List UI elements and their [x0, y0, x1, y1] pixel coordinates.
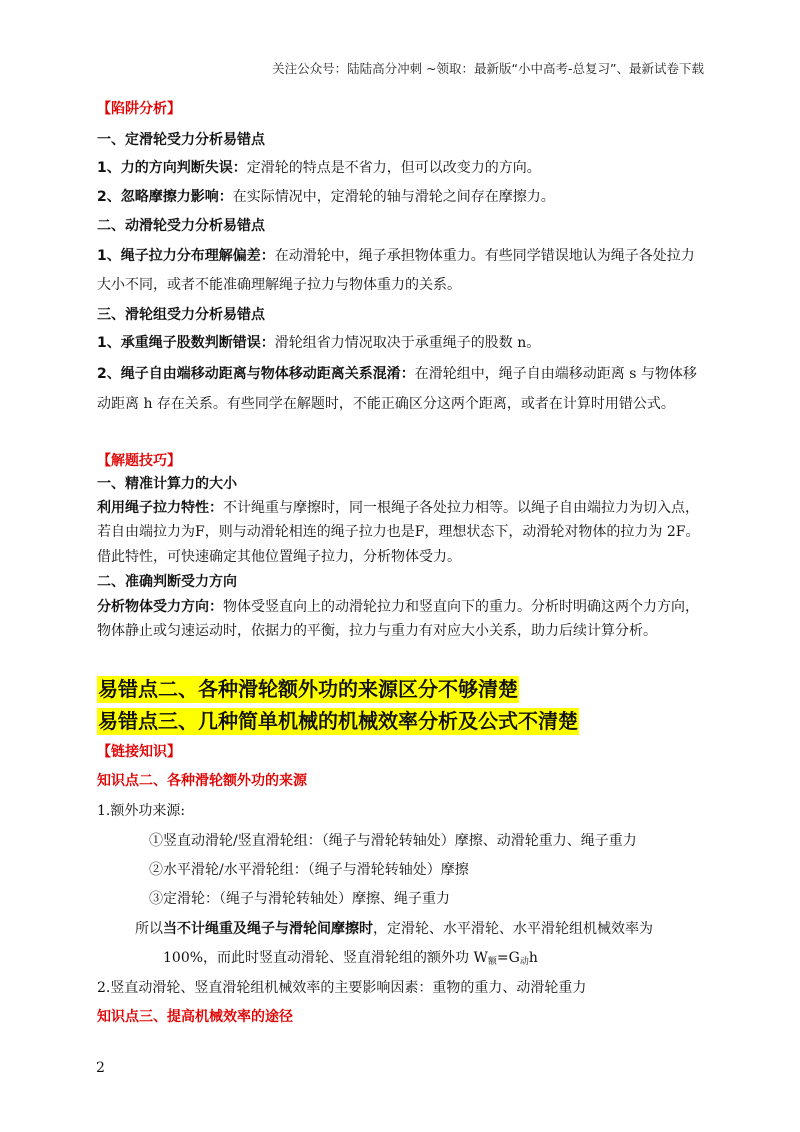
- extra-work-case-1: ①竖直动滑轮/竖直滑轮组：（绳子与滑轮转轴处）摩擦、动滑轮重力、绳子重力: [149, 833, 637, 849]
- trap-analysis-tag: 【陷阱分析】: [97, 101, 181, 117]
- trap-section-2-title: 二、动滑轮受力分析易错点: [97, 218, 265, 234]
- trap-s3-item-1: [97, 332, 540, 352]
- conclusion-line: [135, 918, 653, 938]
- tips-t1-label: 利用绳子拉力特性：: [97, 500, 223, 516]
- trap-s1-item-2: [97, 186, 555, 206]
- conclusion-suffix: ，定滑轮、水平滑轮、水平滑轮组机械效率为: [373, 921, 653, 937]
- trap-s3-item-2-text: 在滑轮组中，绳子自由端移动距离 s 与物体移: [414, 366, 697, 382]
- efficiency-factors: 2.竖直动滑轮、竖直滑轮组机械效率的主要影响因素：重物的重力、动滑轮重力: [97, 980, 587, 996]
- conclusion-condition: 当不计绳重及绳子与滑轮间摩擦时: [163, 921, 373, 937]
- trap-s1-item-1-text: 定滑轮的特点是不省力，但可以改变力的方向。: [246, 160, 541, 176]
- link-knowledge-tag: 【链接知识】: [97, 744, 181, 760]
- moving-subscript: 动: [519, 957, 529, 967]
- tips-t2-line-2: 物体静止或匀速运动时，依据力的平衡，拉力与重力有对应大小关系，助力后续计算分析。: [97, 623, 657, 639]
- trap-s2-item-1-cont: 大小不同，或者不能准确理解绳子拉力与物体重力的关系。: [97, 277, 461, 293]
- tips-t1-line-3: 借此特性，可快速确定其他位置绳子拉力，分析物体受力。: [97, 549, 461, 565]
- tips-t2-text: 物体受竖直向上的动滑轮拉力和竖直向下的重力。分析时明确这两个力方向，: [223, 599, 699, 615]
- trap-s1-item-2-label: 2、忽略摩擦力影响：: [97, 189, 233, 205]
- extra-work-case-2: ②水平滑轮/水平滑轮组：（绳子与滑轮转轴处）摩擦: [149, 862, 469, 878]
- trap-s1-item-1-label: 1、力的方向判断失误：: [97, 160, 247, 176]
- trap-s1-item-1: [97, 157, 541, 177]
- trap-s3-item-1-label: 1、承重绳子股数判断错误：: [97, 335, 275, 351]
- knowledge-point-3-title: 知识点三、提高机械效率的途径: [97, 1009, 293, 1025]
- tips-section-2-title: 二、准确判断受力方向: [97, 574, 237, 590]
- tips-t1-line-1: [97, 497, 699, 517]
- trap-section-3-title: 三、滑轮组受力分析易错点: [97, 307, 265, 323]
- error-point-3-heading: 易错点三、几种简单机械的机械效率分析及公式不清楚: [98, 709, 578, 733]
- trap-s2-item-1-label: 1、绳子拉力分布理解偏差：: [97, 248, 275, 264]
- trap-s2-item-1-text: 在动滑轮中，绳子承担物体重力。有些同学错误地认为绳子各处拉力: [274, 248, 695, 264]
- knowledge-point-2-title: 知识点二、各种滑轮额外功的来源: [97, 773, 307, 789]
- tips-t1-line-2: 若自由端拉力为F，则与动滑轮相连的绳子拉力也是F，理想状态下，动滑轮对物体的拉力为 2F。: [97, 524, 700, 540]
- trap-s2-item-1: [97, 245, 695, 265]
- page-header: 关注公众号：陆陆高分冲刺 ~领取：最新版“小中高考-总复习”、最新试卷下载: [272, 61, 704, 76]
- trap-s3-item-1-text: 滑轮组省力情况取决于承重绳子的股数 n。: [274, 335, 541, 351]
- trap-s3-item-2-label: 2、绳子自由端移动距离与物体移动距离关系混淆：: [97, 366, 415, 382]
- tips-t2-label: 分析物体受力方向：: [97, 599, 223, 615]
- error-point-2-heading: 易错点二、各种滑轮额外功的来源区分不够清楚: [98, 677, 518, 701]
- extra-subscript: 额: [487, 957, 497, 967]
- efficiency-equals: =G: [496, 950, 520, 966]
- tips-t1-text: 不计绳重与摩擦时，同一根绳子各处拉力相等。以绳子自由端拉力为切入点，: [223, 500, 699, 516]
- trap-s1-item-2-text: 在实际情况中，定滑轮的轴与滑轮之间存在摩擦力。: [232, 189, 555, 205]
- trap-s3-item-2: [97, 363, 697, 383]
- tips-t2-line-1: [97, 596, 699, 616]
- trap-s3-item-2-cont: 动距离 h 存在关系。有些同学在解题时，不能正确区分这两个距离，或者在计算时用错公式。: [97, 396, 675, 412]
- efficiency-h: h: [528, 950, 538, 966]
- page-number: 2: [96, 1060, 105, 1076]
- tips-section-1-title: 一、精准计算力的大小: [97, 476, 237, 492]
- extra-work-source-label: 1.额外功来源:: [97, 803, 186, 819]
- trap-section-1-title: 一、定滑轮受力分析易错点: [97, 132, 265, 148]
- efficiency-text: 100%，而此时竖直动滑轮、竖直滑轮组的额外功 W: [163, 950, 488, 966]
- tips-tag: 【解题技巧】: [97, 453, 181, 469]
- efficiency-line: [163, 947, 538, 967]
- conclusion-prefix: 所以: [135, 921, 163, 937]
- extra-work-case-3: ③定滑轮：（绳子与滑轮转轴处）摩擦、绳子重力: [149, 891, 450, 907]
